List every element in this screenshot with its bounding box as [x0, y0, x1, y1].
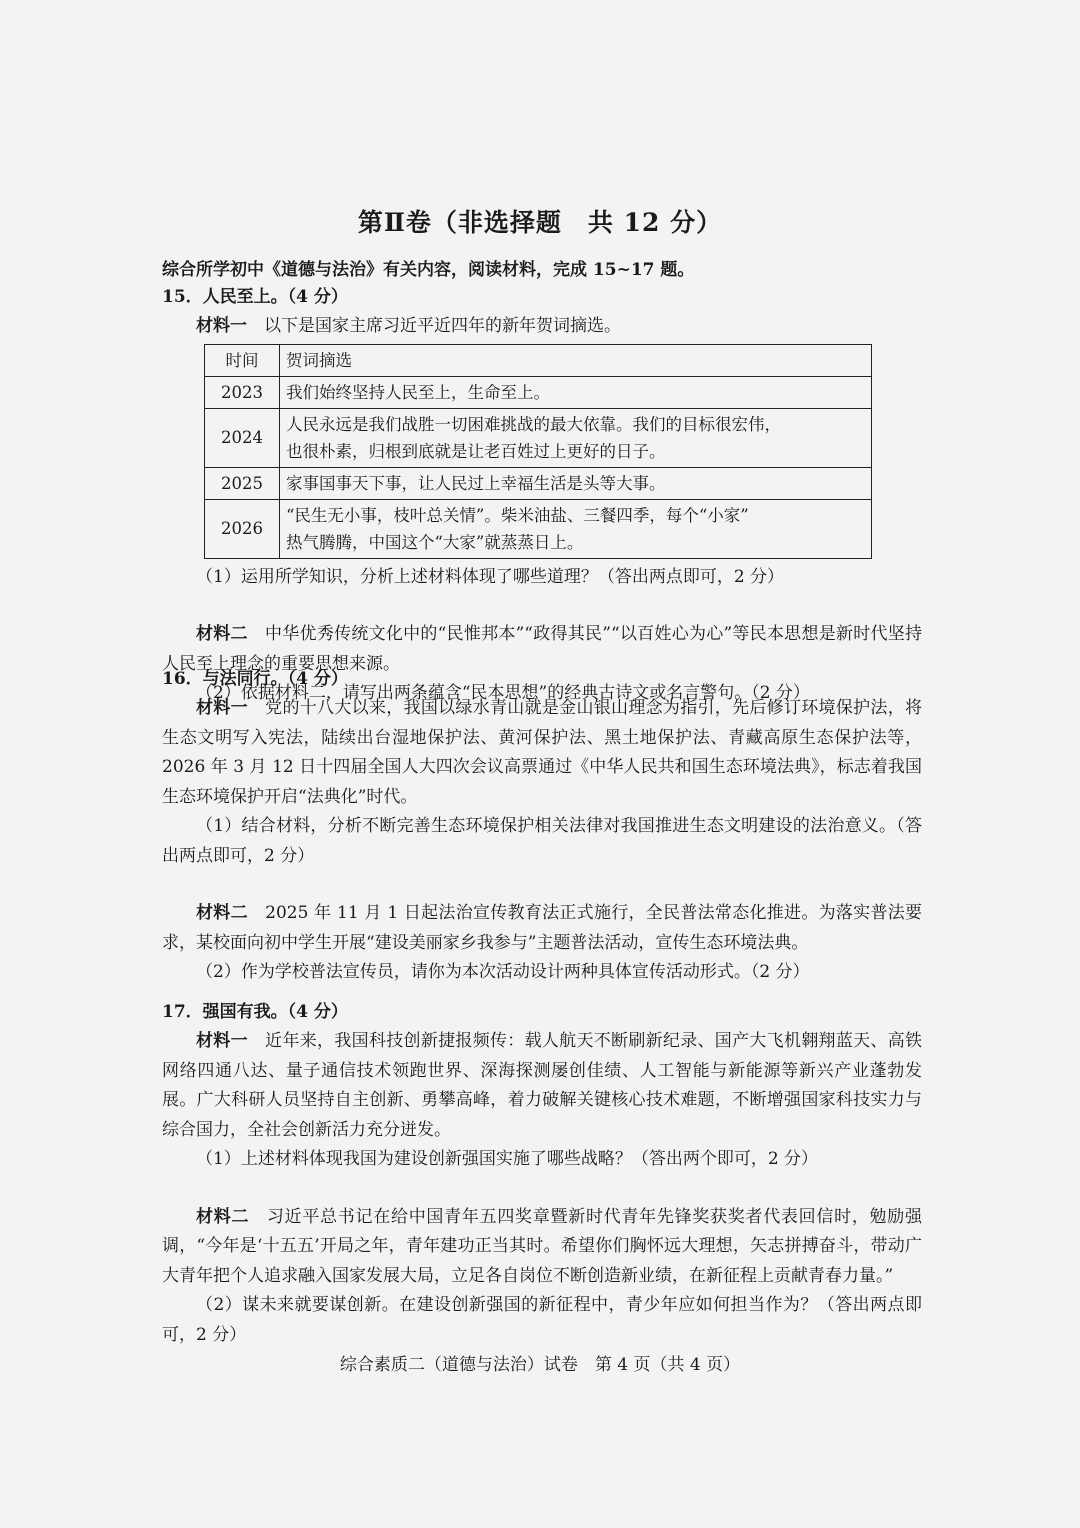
material-label: 材料一 [196, 698, 248, 718]
table-cell-quote [280, 376, 872, 408]
question-16-part-1: （1）结合材料，分析不断完善生态环境保护相关法律对我国推进生态文明建设的法治意义。（答出两点即可，2 分） [162, 816, 922, 866]
material-text: 2025 年 11 月 1 日起法治宣传教育法正式施行，全民普法常态化推进。为落实普法要求，某校面向初中学生开展“建设美丽家乡我参与”主题普法活动，宣传生态环境法典。 [162, 903, 923, 953]
question-16-part-2: （2）作为学校普法宣传员，请你为本次活动设计两种具体宣传活动形式。（2 分） [196, 962, 810, 982]
material-text: 近年来，我国科技创新捷报频传：载人航天不断刷新纪录、国产大飞机翱翔蓝天、高铁网络四通八达、量子通信技术领跑世界、深海探测屡创佳绩、人工智能与新能源等新兴产业蓬勃发展。广大科研人员坚持自主创新、勇攀高峰，着力破解关键核心技术难题，不断增强国家科技实力与综合国力，全社会创新活力充分迸发。 [162, 1031, 923, 1140]
question-15-part-1: （1）运用所学知识，分析上述材料体现了哪些道理？（答出两点即可，2 分） [196, 566, 785, 587]
question-17 [162, 998, 922, 1350]
question-15-heading: 15．人民至上。（4 分） [162, 287, 348, 307]
answer-space [162, 871, 922, 899]
table-cell-quote [280, 499, 872, 558]
material-label: 材料二 [196, 903, 248, 923]
table-cell-quote [280, 467, 872, 499]
quote-line: 家事国事天下事，让人民过上幸福生活是头等大事。 [286, 473, 666, 493]
material-label: 材料一 [196, 316, 247, 336]
quote-line: “民生无小事，枝叶总关情”。柴米油盐、三餐四季，每个“小家” [286, 505, 749, 525]
table-cell-year: 2023 [205, 376, 280, 408]
table-header-time: 时间 [205, 344, 280, 376]
table-cell-year: 2026 [205, 499, 280, 558]
table-header-quote: 贺词摘选 [280, 344, 872, 376]
table-cell-year: 2024 [205, 408, 280, 467]
q17-material-2 [162, 1203, 922, 1292]
q15-material-1-intro [162, 312, 922, 342]
section-instructions: 综合所学初中《道德与法治》有关内容，阅读材料，完成 15~17 题。 [162, 260, 695, 280]
q17-material-1 [162, 1027, 922, 1145]
answer-space [162, 592, 922, 620]
material-text: 习近平总书记在给中国青年五四奖章暨新时代青年先锋奖获奖者代表回信时，勉励强调，“今年是‘十五五’开局之年，青年建功正当其时。希望你们胸怀远大理想，矢志拼搏奋斗，带动广大青年把个人追求融入国家发展大局，立足各自岗位不断创造新业绩，在新征程上贡献青春力量。” [162, 1206, 923, 1286]
question-17-part-2: （2）谋未来就要谋创新。在建设创新强国的新征程中，青少年应如何担当作为？（答出两点即可，2 分） [162, 1295, 922, 1345]
q16-material-1 [162, 694, 922, 812]
table-row [205, 499, 872, 558]
quote-line: 人民永远是我们战胜一切困难挑战的最大依靠。我们的目标很宏伟， [286, 414, 781, 434]
material-label: 材料二 [196, 1206, 250, 1227]
section-title: 第Ⅱ卷（非选择题 共 12 分） [357, 208, 723, 237]
page-footer: 综合素质二（道德与法治）试卷 第 4 页（共 4 页） [339, 1355, 741, 1375]
table-header-row [205, 344, 872, 376]
table-cell-quote [280, 408, 872, 467]
question-17-heading: 17．强国有我。（4 分） [162, 1002, 348, 1022]
answer-space [162, 1175, 922, 1203]
quote-line: 我们始终坚持人民至上，生命至上。 [286, 382, 550, 402]
material-text: 以下是国家主席习近平近四年的新年贺词摘选。 [247, 316, 621, 336]
material-text: 党的十八大以来，我国以绿水青山就是金山银山理念为指引，先后修订环境保护法，将生态文明写入宪法，陆续出台湿地保护法、黄河保护法、黑土地保护法、青藏高原生态保护法等，2026 年 3 月 12 日十四届全国人大四次会议高票通过《中华人民共和国生态环境法典》，标志着我国生态环境保护开启“法典化”时代。 [162, 698, 923, 807]
question-16 [162, 665, 922, 988]
new-year-speech-table [204, 344, 872, 559]
material-label: 材料二 [196, 624, 248, 644]
table-cell-year: 2025 [205, 467, 280, 499]
question-15-part-2: （2）依据材料二，请写出两条蕴含“民本思想”的经典古诗文或名言警句。（2 分） [196, 683, 810, 703]
q16-material-2 [162, 899, 922, 958]
table-row [205, 408, 872, 467]
quote-line: 热气腾腾，中国这个“大家”就蒸蒸日上。 [286, 532, 584, 552]
table-row [205, 376, 872, 408]
material-label: 材料一 [196, 1031, 248, 1051]
question-17-part-1: （1）上述材料体现我国为建设创新强国实施了哪些战略？（答出两个即可，2 分） [196, 1149, 819, 1169]
material-text: 中华优秀传统文化中的“民惟邦本”“政得其民”“以百姓心为心”等民本思想是新时代坚持人民至上理念的重要思想来源。 [162, 624, 922, 674]
question-15 [162, 283, 922, 709]
table-row [205, 467, 872, 499]
question-16-heading: 16．与法同行。（4 分） [162, 669, 348, 689]
quote-line: 也很朴素，归根到底就是让老百姓过上更好的日子。 [286, 441, 666, 461]
